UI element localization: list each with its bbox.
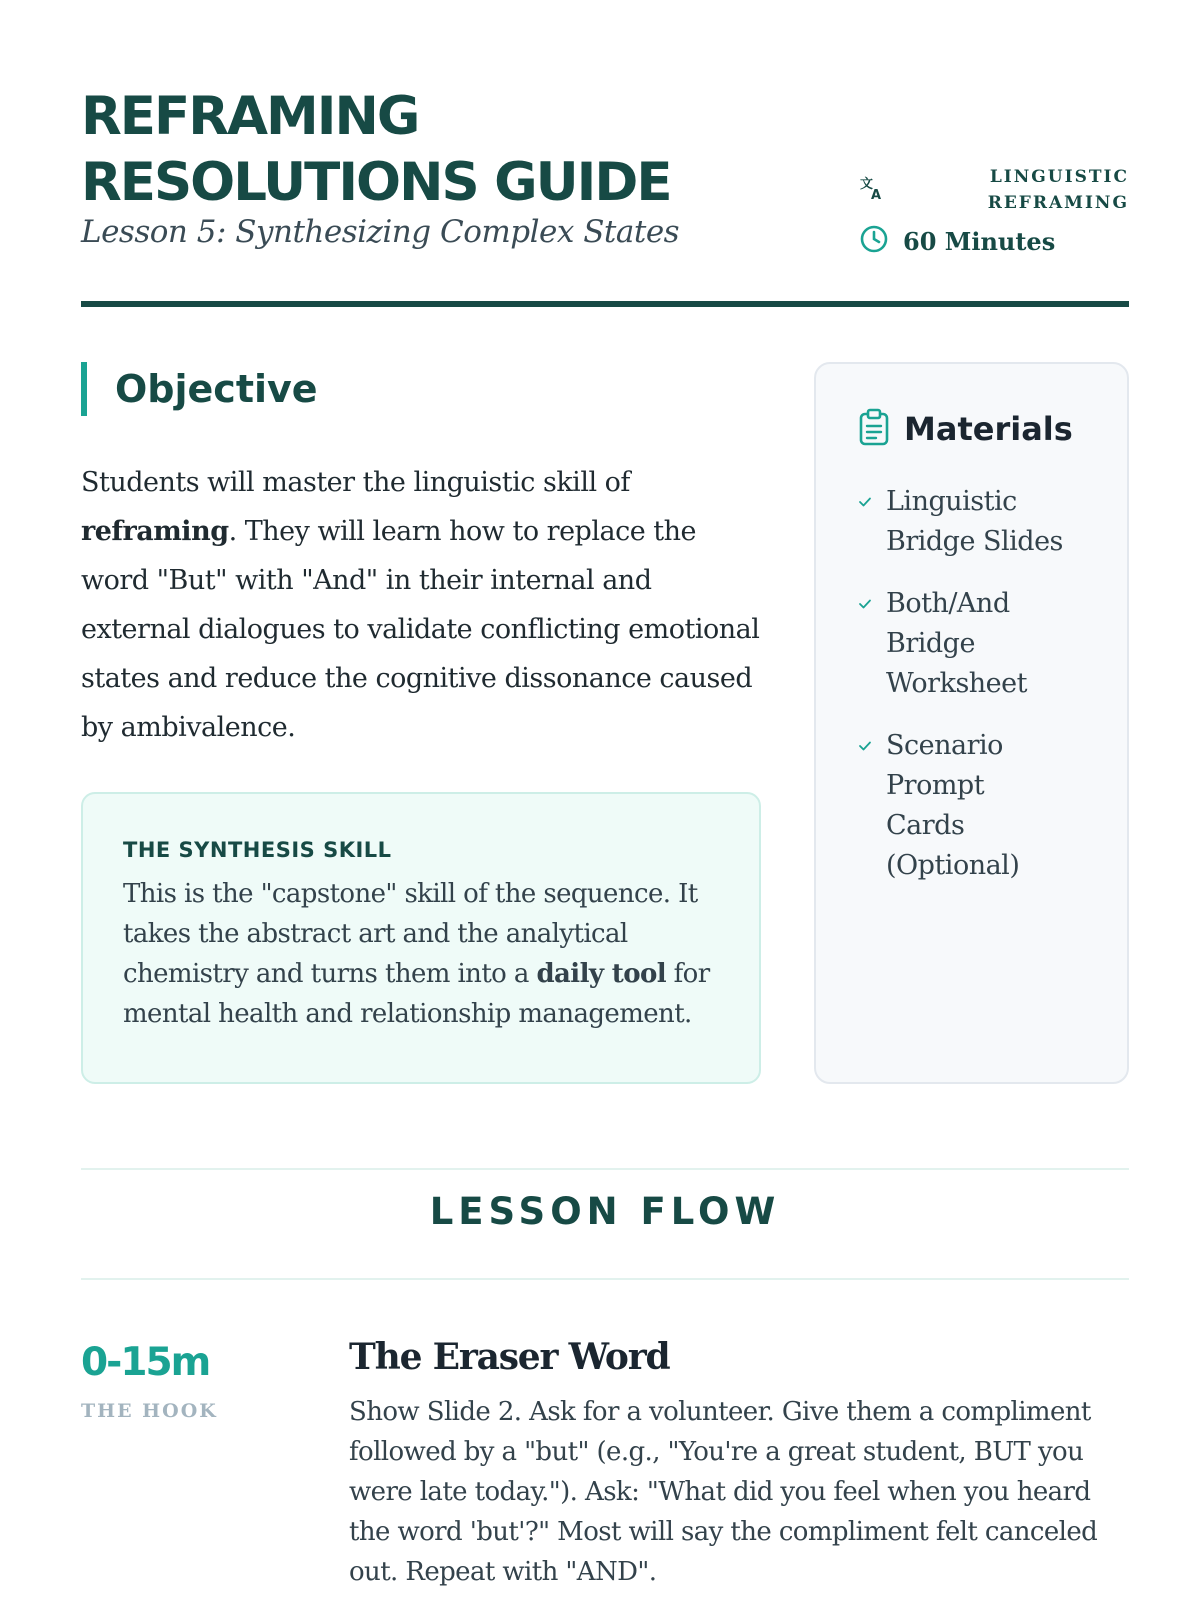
- check-icon: [858, 584, 874, 624]
- lesson-flow-heading: LESSON FLOW: [429, 1190, 781, 1233]
- objective-heading: [81, 362, 761, 416]
- svg-text:A: A: [871, 188, 882, 201]
- material-label: Both/And Bridge Worksheet: [886, 588, 1027, 699]
- materials-title: Materials: [904, 410, 1073, 448]
- check-icon: [858, 482, 874, 522]
- subject-label: [988, 164, 1129, 216]
- title-line-1: REFRAMING: [81, 86, 419, 147]
- translate-icon: [859, 175, 885, 205]
- step-phase: THE HOOK: [81, 1400, 218, 1422]
- materials-list: [858, 482, 1127, 886]
- flow-divider-bottom: [81, 1278, 1129, 1280]
- objective-title: Objective: [115, 367, 318, 411]
- step-text: Show Slide 2. Ask for a volunteer. Give them a compliment followed by a "but" (e.g., "You're a great student, BUT you were late today."). Ask: "What did you feel when you heard the word 'but'?" Most will say the compliment felt canceled out. Repeat with "AND".: [349, 1397, 1098, 1587]
- svg-text:文: 文: [860, 177, 874, 192]
- duration-label: 60 Minutes: [903, 226, 1056, 256]
- page-subtitle: Lesson 5: Synthesizing Complex States: [81, 214, 680, 250]
- accent-bar: [81, 362, 87, 416]
- callout-title: THE SYNTHESIS SKILL: [123, 838, 392, 862]
- callout-keyword: daily tool: [536, 959, 666, 989]
- list-item: [858, 584, 1127, 704]
- subject-line-2: REFRAMING: [987, 193, 1129, 213]
- material-label: Linguistic Bridge Slides: [886, 486, 1063, 557]
- callout-text-end: for mental health and relationship management.: [123, 959, 710, 1029]
- synthesis-callout: [81, 792, 761, 1084]
- clock-icon: [859, 224, 889, 258]
- objective-keyword: reframing: [81, 516, 229, 547]
- callout-text: [123, 874, 719, 1034]
- check-icon: [858, 726, 874, 766]
- callout-text-start: This is the "capstone" skill of the sequence. It takes the abstract art and the analytical chemistry and turns them into a: [123, 879, 698, 989]
- step-body: [349, 1336, 1129, 1592]
- flow-divider-top: [81, 1168, 1129, 1170]
- header-divider: [81, 301, 1129, 307]
- objective-text: [81, 458, 761, 752]
- list-item: [858, 482, 1127, 562]
- step-time: 0-15m: [81, 1340, 210, 1385]
- list-item: [858, 726, 1127, 886]
- objective-section: [81, 362, 761, 752]
- materials-heading: [858, 408, 1127, 450]
- page-header: [81, 84, 1129, 310]
- title-line-2: RESOLUTIONS GUIDE: [81, 152, 671, 213]
- subject-row: [859, 164, 1129, 216]
- lesson-meta: [859, 164, 1129, 258]
- objective-text-end: . They will learn how to replace the word "But" with "And" in their internal and external dialogues to validate conflicting emotional states and reduce the cognitive dissonance caused by ambivalence.: [81, 516, 760, 743]
- objective-text-start: Students will master the linguistic skill of: [81, 467, 630, 498]
- materials-panel: [814, 362, 1129, 1084]
- clipboard-icon: [858, 408, 890, 450]
- material-label: Scenario Prompt Cards (Optional): [886, 730, 1020, 881]
- subject-line-1: LINGUISTIC: [989, 167, 1129, 187]
- duration-row: [859, 224, 1129, 258]
- step-title: The Eraser Word: [349, 1336, 670, 1378]
